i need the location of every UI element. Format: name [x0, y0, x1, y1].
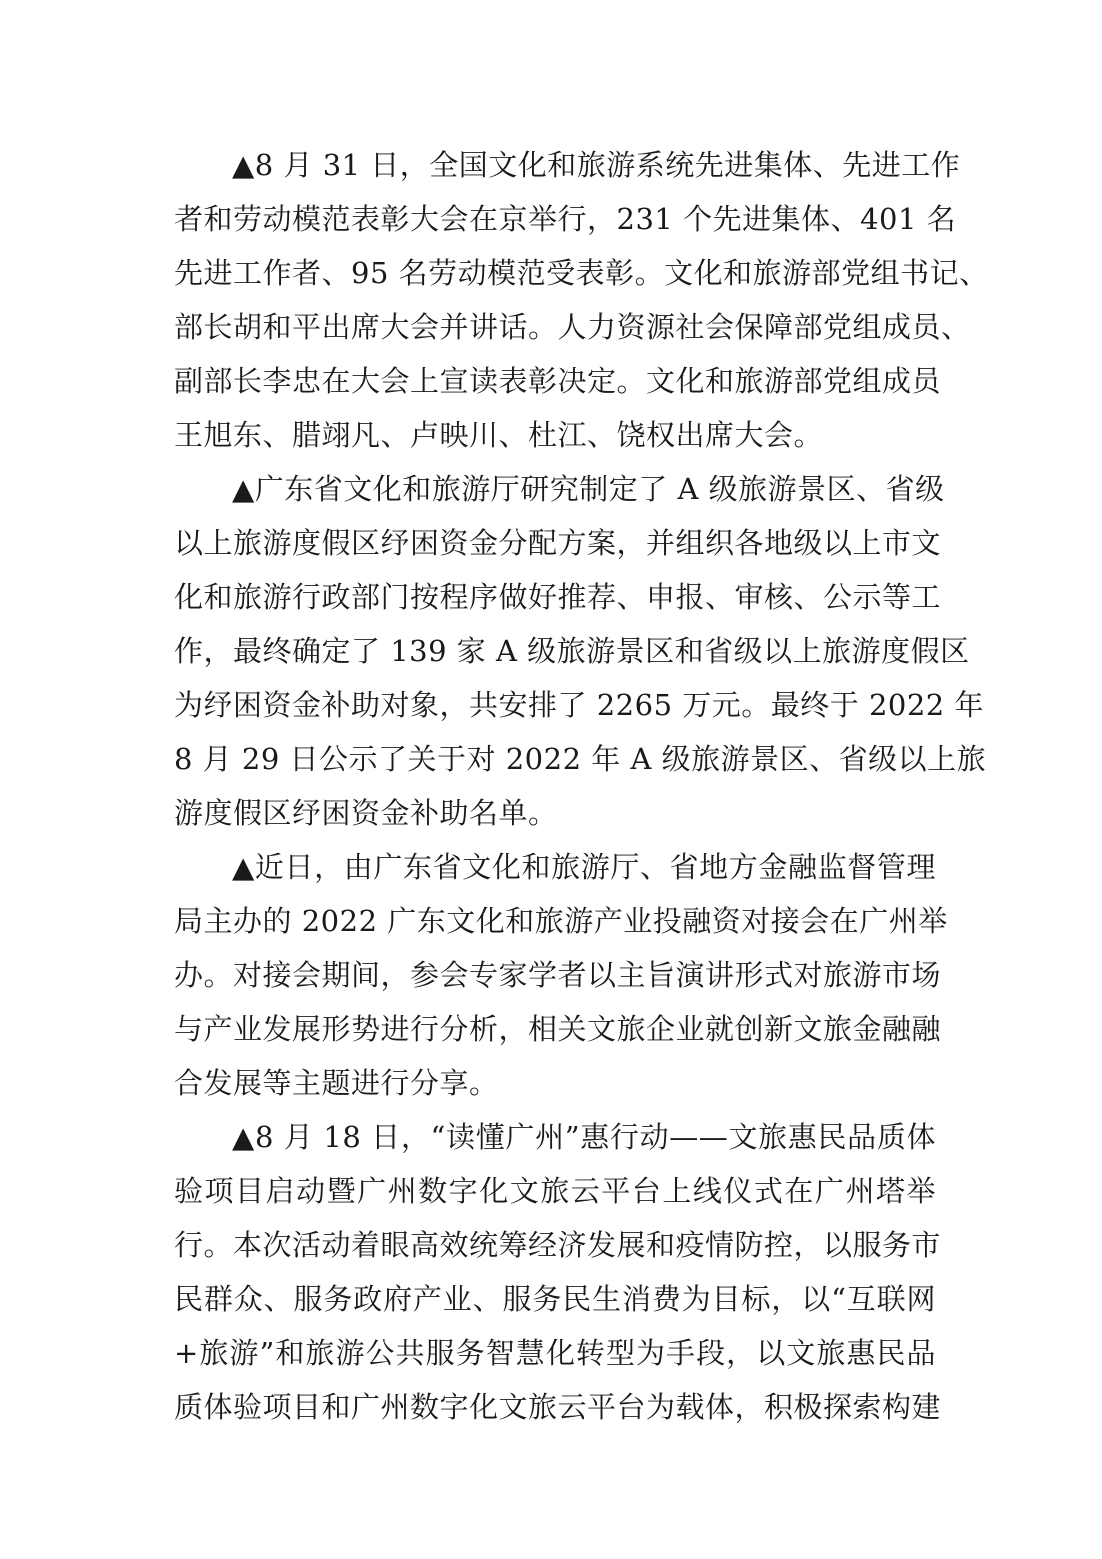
paragraph-line: 以上旅游度假区纾困资金分配方案，并组织各地级以上市文: [174, 526, 942, 560]
paragraph-line: 办。对接会期间，参会专家学者以主旨演讲形式对旅游市场: [174, 958, 942, 992]
paragraph-line: 先进工作者、95 名劳动模范受表彰。文化和旅游部党组书记、: [174, 256, 989, 290]
paragraph-culture-tourism-awards: [174, 138, 989, 462]
paragraph-line: 游度假区纾困资金补助名单。: [174, 796, 558, 830]
paragraph-line: 质体验项目和广州数字化文旅云平台为载体，积极探索构建: [174, 1390, 942, 1424]
paragraph-line: ▲广东省文化和旅游厅研究制定了 A 级旅游景区、省级: [232, 472, 945, 506]
paragraph-relief-funds: [174, 462, 987, 840]
paragraph-line: 民群众、服务政府产业、服务民生消费为目标，以“互联网: [174, 1282, 936, 1316]
paragraph-line: 行。本次活动着眼高效统筹经济发展和疫情防控，以服务市: [174, 1228, 942, 1262]
paragraph-line: ▲8 月 18 日，“读懂广州”惠行动——文旅惠民品质体: [232, 1120, 936, 1154]
paragraph-line: 合发展等主题进行分享。: [174, 1066, 499, 1100]
paragraph-line: +旅游”和旅游公共服务智慧化转型为手段，以文旅惠民品: [174, 1336, 936, 1370]
paragraph-line: 作，最终确定了 139 家 A 级旅游景区和省级以上旅游度假区: [174, 634, 970, 668]
paragraph-line: 与产业发展形势进行分析，相关文旅企业就创新文旅金融融: [174, 1012, 942, 1046]
paragraph-line: 者和劳动模范表彰大会在京举行，231 个先进集体、401 名: [174, 202, 957, 236]
paragraph-line: 部长胡和平出席大会并讲话。人力资源社会保障部党组成员、: [174, 310, 971, 344]
paragraph-line: 8 月 29 日公示了关于对 2022 年 A 级旅游景区、省级以上旅: [174, 742, 987, 776]
paragraph-line: 为纾困资金补助对象，共安排了 2265 万元。最终于 2022 年: [174, 688, 984, 722]
paragraph-line: 化和旅游行政部门按程序做好推荐、申报、审核、公示等工: [174, 580, 942, 614]
paragraph-line: ▲近日，由广东省文化和旅游厅、省地方金融监督管理: [232, 850, 936, 884]
paragraph-line: 局主办的 2022 广东文化和旅游产业投融资对接会在广州举: [174, 904, 948, 938]
paragraph-line: 副部长李忠在大会上宣读表彰决定。文化和旅游部党组成员: [174, 364, 942, 398]
paragraph-investment-conference: [174, 840, 948, 1110]
paragraph-line: ▲8 月 31 日，全国文化和旅游系统先进集体、先进工作: [232, 148, 961, 182]
paragraph-guangzhou-platform: [174, 1110, 942, 1434]
article-body: [174, 138, 989, 1434]
paragraph-line: 王旭东、腊翊凡、卢映川、杜江、饶权出席大会。: [174, 418, 824, 452]
paragraph-line: 验项目启动暨广州数字化文旅云平台上线仪式在广州塔举: [174, 1174, 936, 1208]
